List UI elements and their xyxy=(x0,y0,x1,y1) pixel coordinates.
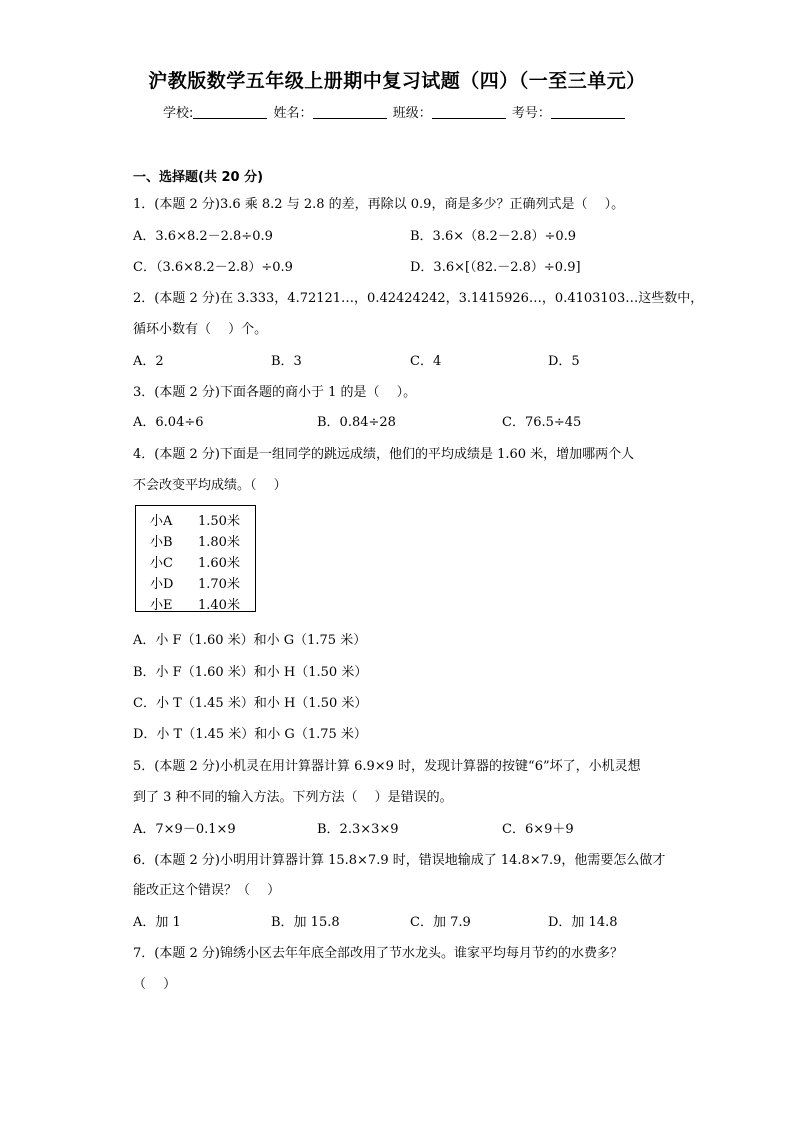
score-row xyxy=(150,531,240,550)
exam-number-blank[interactable] xyxy=(551,105,625,119)
question-3-text: 3．(本题 2 分)下面各题的商小于 1 的是（ ）。 xyxy=(133,385,417,400)
question-4-text-line-2: 不会改变平均成绩。（ ） xyxy=(133,478,287,493)
score-row xyxy=(150,573,240,592)
q6-option-c: C．加 7.9 xyxy=(410,915,471,930)
jump-score: 1.60米 xyxy=(198,556,240,571)
q1-option-d: D．3.6×[（82.－2.8）÷0.9] xyxy=(410,260,581,275)
q2-option-d: D．5 xyxy=(548,354,580,369)
q6-option-a: A．加 1 xyxy=(133,915,181,930)
student-name: 小B xyxy=(150,535,173,550)
question-2-text-line-2: 循环小数有（ ）个。 xyxy=(133,322,268,337)
question-5-text-line-2: 到了 3 种不同的输入方法。下列方法（ ）是错误的。 xyxy=(133,790,453,805)
q4-option-b: B．小 F（1.60 米）和小 H（1.50 米） xyxy=(133,665,368,680)
name-label: 姓名： xyxy=(273,106,313,121)
question-2-text-line-1: 2．(本题 2 分)在 3.333，4.72121…，0.42424242，3.1415926…，0.4103103…这些数中， xyxy=(133,291,704,306)
student-name: 小D xyxy=(150,577,174,592)
jump-score: 1.70米 xyxy=(198,577,240,592)
question-4-text-line-1: 4．(本题 2 分)下面是一组同学的跳远成绩，他们的平均成绩是 1.60 米，增加哪两个人 xyxy=(133,447,635,462)
jump-score: 1.80米 xyxy=(198,535,240,550)
page-title: 沪教版数学五年级上册期中复习试题（四）（一至三单元） xyxy=(148,70,646,92)
section-heading: 一、选择题(共 20 分) xyxy=(133,170,264,185)
student-name: 小E xyxy=(150,598,173,613)
q3-option-a: A．6.04÷6 xyxy=(133,415,204,430)
q4-option-d: D．小 T（1.45 米）和小 G（1.75 米） xyxy=(133,727,367,742)
q5-option-a: A．7×9－0.1×9 xyxy=(133,822,236,837)
question-6-text-line-2: 能改正这个错误？（ ） xyxy=(133,883,281,898)
long-jump-scores-table xyxy=(135,505,256,612)
score-row xyxy=(150,510,240,529)
q2-option-b: B．3 xyxy=(271,354,302,369)
q4-option-a: A．小 F（1.60 米）和小 G（1.75 米） xyxy=(133,633,367,648)
question-5-text-line-1: 5．(本题 2 分)小机灵在用计算器计算 6.9×9 时，发现计算器的按键“6”坏了，小机灵想 xyxy=(133,759,641,774)
question-1-text: 1．(本题 2 分)3.6 乘 8.2 与 2.8 的差，再除以 0.9，商是多少？正确列式是（ ）。 xyxy=(133,197,625,212)
school-label: 学校: xyxy=(163,106,194,121)
score-row xyxy=(150,594,240,613)
jump-score: 1.40米 xyxy=(198,598,240,613)
exam-number-label: 考号： xyxy=(511,106,551,121)
q6-option-d: D．加 14.8 xyxy=(548,915,618,930)
student-info-fields xyxy=(163,102,627,121)
q5-option-c: C．6×9＋9 xyxy=(502,822,574,837)
name-blank[interactable] xyxy=(313,105,387,119)
q3-option-c: C．76.5÷45 xyxy=(502,415,582,430)
student-name: 小A xyxy=(150,514,173,529)
q1-option-a: A．3.6×8.2－2.8÷0.9 xyxy=(133,229,273,244)
student-name: 小C xyxy=(150,556,173,571)
q2-option-a: A．2 xyxy=(133,354,164,369)
q6-option-b: B．加 15.8 xyxy=(271,915,340,930)
question-7-text-line-1: 7．(本题 2 分)锦绣小区去年年底全部改用了节水龙头。谁家平均每月节约的水费多？ xyxy=(133,946,623,961)
question-7-text-line-2: （ ） xyxy=(133,977,177,992)
school-blank[interactable] xyxy=(193,105,267,119)
q2-option-c: C．4 xyxy=(410,354,442,369)
q1-option-b: B．3.6×（8.2－2.8）÷0.9 xyxy=(410,229,577,244)
q1-option-c: C．（3.6×8.2－2.8）÷0.9 xyxy=(133,260,293,275)
score-row xyxy=(150,552,240,571)
class-blank[interactable] xyxy=(432,105,506,119)
jump-score: 1.50米 xyxy=(198,514,240,529)
question-6-text-line-1: 6．(本题 2 分)小明用计算器计算 15.8×7.9 时，错误地输成了 14.8×7.9，他需要怎么做才 xyxy=(133,853,666,868)
q5-option-b: B．2.3×3×9 xyxy=(317,822,399,837)
q3-option-b: B．0.84÷28 xyxy=(317,415,396,430)
q4-option-c: C．小 T（1.45 米）和小 H（1.50 米） xyxy=(133,696,368,711)
class-label: 班级： xyxy=(392,106,432,121)
